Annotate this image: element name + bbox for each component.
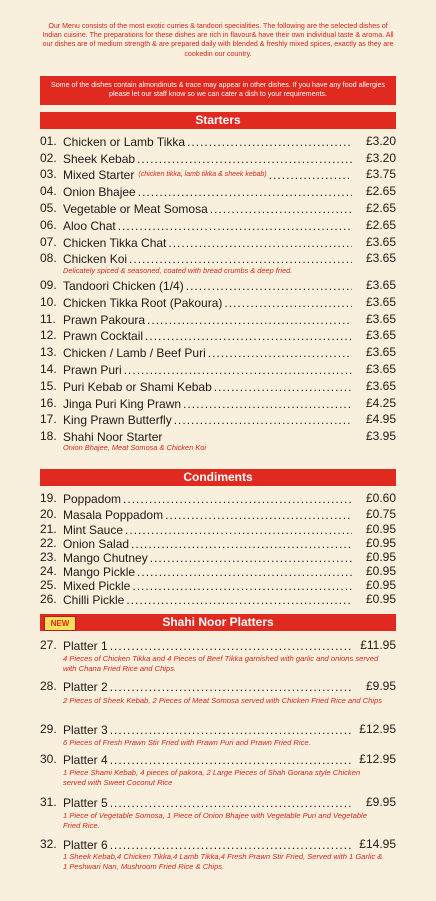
item-price: £9.95 xyxy=(365,679,396,693)
item-price: £2.65 xyxy=(365,218,396,232)
item-number: 16. xyxy=(40,396,57,410)
item-description: 2 Pieces of Sheek Kebab, 2 Pieces of Meat Somosa served with Chicken Fried Rice and Chips xyxy=(63,696,383,705)
item-price: £0.95 xyxy=(365,522,396,536)
menu-item xyxy=(40,591,396,608)
leader-dots xyxy=(145,329,352,343)
item-number: 32. xyxy=(40,837,57,851)
item-description: 1 Sheek Kebab,4 Chicken Tikka,4 Lamb Tikka,4 Fresh Prawn Stir Fried, Served with 1 Garlic & 1 Peshwari Nan, Mushroom Fried Rice & Chips. xyxy=(63,852,383,871)
menu-item xyxy=(40,183,396,200)
leader-dots xyxy=(110,753,352,767)
item-number: 03. xyxy=(40,167,57,181)
item-name: Prawn Puri xyxy=(63,362,122,377)
item-name: Chicken Tikka Root (Pakoura) xyxy=(63,295,223,310)
leader-dots xyxy=(165,508,352,522)
item-number: 29. xyxy=(40,722,57,736)
item-name: Chicken or Lamb Tikka xyxy=(63,134,186,149)
item-price: £3.65 xyxy=(365,295,396,309)
menu-item xyxy=(40,836,396,853)
leader-dots xyxy=(269,168,352,182)
item-number: 14. xyxy=(40,362,57,376)
item-number: 27. xyxy=(40,638,57,652)
leader-dots xyxy=(110,680,352,694)
menu-item xyxy=(40,217,396,234)
item-name: Chicken / Lamb / Beef Puri xyxy=(63,345,206,360)
leader-dots xyxy=(147,313,352,327)
menu-item xyxy=(40,678,396,695)
condiments-heading xyxy=(40,469,396,486)
item-name: Prawn Pakoura xyxy=(63,312,146,327)
item-price: £0.75 xyxy=(365,507,396,521)
item-description: 1 Piece Shami Kebab, 4 pieces of pakora, 2 Large Pieces of Shah Gorana style Chicken served with Sweet Coconut Rice xyxy=(63,768,361,787)
platters-heading xyxy=(40,614,396,631)
item-name: Jinga Puri King Prawn xyxy=(63,396,182,411)
item-name: Onion Salad xyxy=(63,536,130,551)
item-name: Poppadom xyxy=(63,491,122,506)
item-name: Platter 2 xyxy=(63,679,108,694)
item-price: £0.95 xyxy=(365,578,396,592)
item-price: £14.95 xyxy=(359,837,396,851)
item-name: Platter 1 xyxy=(63,638,108,653)
item-price: £11.95 xyxy=(360,638,396,652)
item-name: Onion Bhajee xyxy=(63,184,136,199)
item-price: £3.20 xyxy=(365,151,396,165)
item-number: 25. xyxy=(40,578,57,592)
item-number: 28. xyxy=(40,679,57,693)
intro-text: Our Menu consists of the most exotic curries & tandoori specialities. The following are the selected dishes of Indian cuisine. The preparations for these dishes are rich in flavour& have their own individual taste & aroma. All our dishes are of medium strength & are prepared daily with blended & freshly mixed spices, exactly as they are cookedin our country. xyxy=(42,22,394,58)
item-name: Mixed Starter xyxy=(63,167,135,182)
item-name: Chicken Tikka Chat xyxy=(63,235,167,250)
allergy-notice: Some of the dishes contain almondinuts & trace may appear in other dishes. If you have any food allergies please let our staff know so we can cater a dish to your requirements. xyxy=(40,76,396,105)
item-price: £2.65 xyxy=(365,201,396,215)
item-number: 07. xyxy=(40,235,57,249)
menu-item xyxy=(40,150,396,167)
leader-dots xyxy=(126,593,352,607)
item-price: £3.95 xyxy=(365,429,396,443)
menu-item xyxy=(40,200,396,217)
item-number: 11. xyxy=(40,312,56,326)
item-number: 24. xyxy=(40,564,57,578)
item-name: Aloo Chat xyxy=(63,218,116,233)
leader-dots xyxy=(210,202,352,216)
item-name: Vegetable or Meat Somosa xyxy=(63,201,208,216)
item-price: £3.65 xyxy=(365,235,396,249)
item-number: 09. xyxy=(40,278,57,292)
leader-dots xyxy=(168,236,352,250)
condiments-heading-label: Condiments xyxy=(183,470,253,484)
starters-heading xyxy=(40,112,396,129)
leader-dots xyxy=(174,413,352,427)
item-number: 01. xyxy=(40,134,57,148)
menu-item xyxy=(40,751,396,768)
item-number: 18. xyxy=(40,429,57,443)
item-number: 23. xyxy=(40,550,57,564)
item-number: 12. xyxy=(40,328,57,342)
menu-item xyxy=(40,490,396,507)
item-price: £0.95 xyxy=(365,564,396,578)
item-note: (chicken tikka, lamb tikka & sheek kebab) xyxy=(138,171,267,178)
item-price: £3.65 xyxy=(365,328,396,342)
menu-item xyxy=(40,361,396,378)
item-name: Masala Poppadom xyxy=(63,507,164,522)
item-price: £3.20 xyxy=(365,134,396,148)
item-price: £3.65 xyxy=(365,362,396,376)
item-name: Mango Pickle xyxy=(63,564,136,579)
leader-dots xyxy=(214,380,352,394)
leader-dots xyxy=(137,152,352,166)
item-name: Platter 3 xyxy=(63,722,108,737)
menu-item xyxy=(40,395,396,412)
item-name: Platter 4 xyxy=(63,752,108,767)
leader-dots xyxy=(208,346,352,360)
item-number: 05. xyxy=(40,201,57,215)
menu-item xyxy=(40,378,396,395)
menu-item xyxy=(40,411,396,428)
leader-dots xyxy=(110,796,352,810)
leader-dots xyxy=(124,363,352,377)
item-number: 19. xyxy=(40,491,57,505)
new-badge: NEW xyxy=(44,616,76,631)
menu-item xyxy=(40,234,396,251)
menu-item xyxy=(40,294,396,311)
item-name: Mixed Pickle xyxy=(63,578,131,593)
item-price: £0.95 xyxy=(365,536,396,550)
item-description: Onion Bhajee, Meat Somosa & Chicken Koi xyxy=(63,443,206,452)
item-number: 22. xyxy=(40,536,57,550)
item-description: 1 Piece of Vegetable Somosa, 1 Piece of Onion Bhajee with Vegetable Puri and Vegetable Fried Rice. xyxy=(63,811,367,830)
item-price: £3.75 xyxy=(365,167,396,181)
menu-item xyxy=(40,277,396,294)
item-price: £3.65 xyxy=(365,278,396,292)
item-price: £2.65 xyxy=(365,184,396,198)
item-price: £12.95 xyxy=(359,722,396,736)
leader-dots xyxy=(138,185,352,199)
item-number: 10. xyxy=(40,295,57,309)
item-price: £4.25 xyxy=(365,396,396,410)
item-number: 17. xyxy=(40,412,57,426)
item-price: £9.95 xyxy=(365,795,396,809)
item-name: Sheek Kebab xyxy=(63,151,136,166)
item-name: Platter 6 xyxy=(63,837,108,852)
menu-item xyxy=(40,133,396,150)
item-name: Chilli Pickle xyxy=(63,592,125,607)
menu-item xyxy=(40,311,396,328)
leader-dots xyxy=(224,296,352,310)
leader-dots xyxy=(110,838,352,852)
leader-dots xyxy=(186,279,352,293)
menu-item xyxy=(40,637,396,654)
leader-dots xyxy=(123,492,352,506)
item-price: £3.65 xyxy=(365,379,396,393)
item-name: Mango Chutney xyxy=(63,550,148,565)
item-price: £3.65 xyxy=(365,345,396,359)
item-description: Delicately spiced & seasoned, coated with bread crumbs & deep fried. xyxy=(63,266,293,275)
item-number: 13. xyxy=(40,345,57,359)
item-price: £3.65 xyxy=(365,312,396,326)
leader-dots xyxy=(187,135,352,149)
item-name: Mint Sauce xyxy=(63,522,124,537)
menu-item xyxy=(40,721,396,738)
leader-dots xyxy=(118,219,352,233)
item-number: 20. xyxy=(40,507,57,521)
menu-item xyxy=(40,327,396,344)
leader-dots xyxy=(183,397,352,411)
item-number: 04. xyxy=(40,184,57,198)
menu-item xyxy=(40,166,396,183)
item-number: 30. xyxy=(40,752,57,766)
item-name: Puri Kebab or Shami Kebab xyxy=(63,379,212,394)
menu-item xyxy=(40,794,396,811)
menu-item xyxy=(40,250,396,267)
item-number: 21. xyxy=(40,522,57,536)
item-number: 26. xyxy=(40,592,57,606)
item-price: £12.95 xyxy=(359,752,396,766)
item-name: Chicken Koi xyxy=(63,251,128,266)
item-name: Tandoori Chicken (1/4) xyxy=(63,278,184,293)
item-number: 06. xyxy=(40,218,57,232)
leader-dots xyxy=(129,252,352,266)
item-number: 02. xyxy=(40,151,57,165)
item-description: 6 Pieces of Fresh Prawn Stir Fried with Prawn Puri and Prawn Fried Rice. xyxy=(63,738,311,747)
item-name: Prawn Cocktail xyxy=(63,328,144,343)
leader-dots xyxy=(110,723,352,737)
item-price: £4.95 xyxy=(365,412,396,426)
menu-item xyxy=(40,344,396,361)
leader-dots xyxy=(110,639,352,653)
item-price: £3.65 xyxy=(365,251,396,265)
item-price: £0.95 xyxy=(365,550,396,564)
starters-heading-label: Starters xyxy=(195,113,241,127)
item-name: King Prawn Butterfly xyxy=(63,412,172,427)
item-name: Platter 5 xyxy=(63,795,108,810)
item-number: 31. xyxy=(40,795,57,809)
item-number: 15. xyxy=(40,379,57,393)
item-price: £0.60 xyxy=(365,491,396,505)
item-description: 4 Pieces of Chicken Tikka and 4 Pieces of Beef Tikka garnished with garlic and onions served with Chana Fried Rice and Chips. xyxy=(63,654,379,673)
item-price: £0.95 xyxy=(365,592,396,606)
item-number: 08. xyxy=(40,251,57,265)
platters-heading-label: Shahi Noor Platters xyxy=(162,615,274,629)
item-name: Shahi Noor Starter xyxy=(63,429,163,444)
